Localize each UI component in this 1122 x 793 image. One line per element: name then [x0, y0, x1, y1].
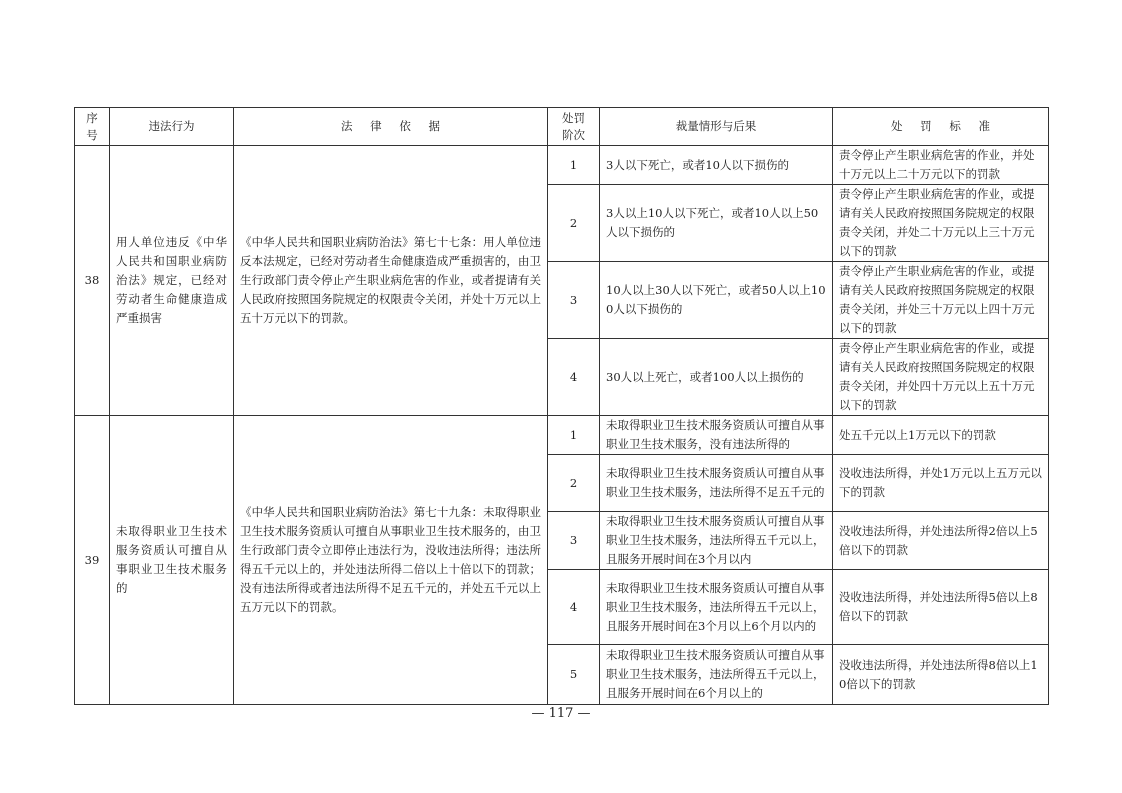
row-circumstance: 未取得职业卫生技术服务资质认可擅自从事职业卫生技术服务，违法所得五千元以上，且服务开展时间在3个月以内 [600, 512, 833, 570]
row-basis: 《中华人民共和国职业病防治法》第七十九条：未取得职业卫生技术服务资质认可擅自从事职业卫生技术服务的，由卫生行政部门责令立即停止违法行为，没收违法所得；违法所得五千元以上的，并处违法所得二倍以上十倍以下的罚款；没有违法所得或者违法所得不足五千元的，并处五千元以上五万元以下的罚款。 [234, 416, 548, 705]
header-no: 序号 [75, 108, 110, 146]
table-row [75, 146, 1049, 185]
row-level: 4 [548, 570, 600, 645]
row-standard: 责令停止产生职业病危害的作业，或提请有关人民政府按照国务院规定的权限责令关闭，并处二十万元以上三十万元以下的罚款 [833, 185, 1049, 262]
row-basis: 《中华人民共和国职业病防治法》第七十七条：用人单位违反本法规定，已经对劳动者生命健康造成严重损害的，由卫生行政部门责令停止产生职业病危害的作业，或者提请有关人民政府按照国务院规定的权限责令关闭，并处十万元以上五十万元以下的罚款。 [234, 146, 548, 416]
row-no: 38 [75, 146, 110, 416]
row-circumstance: 3人以下死亡，或者10人以下损伤的 [600, 146, 833, 185]
header-violation: 违法行为 [110, 108, 234, 146]
row-level: 5 [548, 645, 600, 705]
row-standard: 责令停止产生职业病危害的作业，并处十万元以上二十万元以下的罚款 [833, 146, 1049, 185]
page-number: — 117 — [531, 706, 591, 721]
row-standard: 责令停止产生职业病危害的作业，或提请有关人民政府按照国务院规定的权限责令关闭，并处三十万元以上四十万元以下的罚款 [833, 262, 1049, 339]
row-circumstance: 10人以上30人以下死亡，或者50人以上100人以下损伤的 [600, 262, 833, 339]
row-level: 3 [548, 262, 600, 339]
row-level: 1 [548, 416, 600, 455]
row-violation: 未取得职业卫生技术服务资质认可擅自从事职业卫生技术服务的 [110, 416, 234, 705]
table-row [75, 416, 1049, 455]
row-circumstance: 未取得职业卫生技术服务资质认可擅自从事职业卫生技术服务，没有违法所得的 [600, 416, 833, 455]
row-level: 4 [548, 339, 600, 416]
row-standard: 没收违法所得，并处违法所得5倍以上8倍以下的罚款 [833, 570, 1049, 645]
penalty-table [74, 107, 1049, 705]
row-circumstance: 未取得职业卫生技术服务资质认可擅自从事职业卫生技术服务，违法所得五千元以上，且服务开展时间在3个月以上6个月以内的 [600, 570, 833, 645]
row-standard: 责令停止产生职业病危害的作业，或提请有关人民政府按照国务院规定的权限责令关闭，并处四十万元以上五十万元以下的罚款 [833, 339, 1049, 416]
table-header-row [75, 108, 1049, 146]
row-circumstance: 未取得职业卫生技术服务资质认可擅自从事职业卫生技术服务，违法所得五千元以上，且服务开展时间在6个月以上的 [600, 645, 833, 705]
row-circumstance: 3人以上10人以下死亡，或者10人以上50人以下损伤的 [600, 185, 833, 262]
row-violation: 用人单位违反《中华人民共和国职业病防治法》规定，已经对劳动者生命健康造成严重损害 [110, 146, 234, 416]
row-level: 1 [548, 146, 600, 185]
header-circumstance: 裁量情形与后果 [600, 108, 833, 146]
row-standard: 处五千元以上1万元以下的罚款 [833, 416, 1049, 455]
row-standard: 没收违法所得，并处1万元以上五万元以下的罚款 [833, 455, 1049, 512]
row-level: 2 [548, 455, 600, 512]
row-no: 39 [75, 416, 110, 705]
row-circumstance: 未取得职业卫生技术服务资质认可擅自从事职业卫生技术服务，违法所得不足五千元的 [600, 455, 833, 512]
header-basis: 法 律 依 据 [234, 108, 548, 146]
row-level: 3 [548, 512, 600, 570]
row-standard: 没收违法所得，并处违法所得8倍以上10倍以下的罚款 [833, 645, 1049, 705]
row-level: 2 [548, 185, 600, 262]
row-standard: 没收违法所得，并处违法所得2倍以上5倍以下的罚款 [833, 512, 1049, 570]
row-circumstance: 30人以上死亡，或者100人以上损伤的 [600, 339, 833, 416]
header-level: 处罚阶次 [548, 108, 600, 146]
header-standard: 处 罚 标 准 [833, 108, 1049, 146]
